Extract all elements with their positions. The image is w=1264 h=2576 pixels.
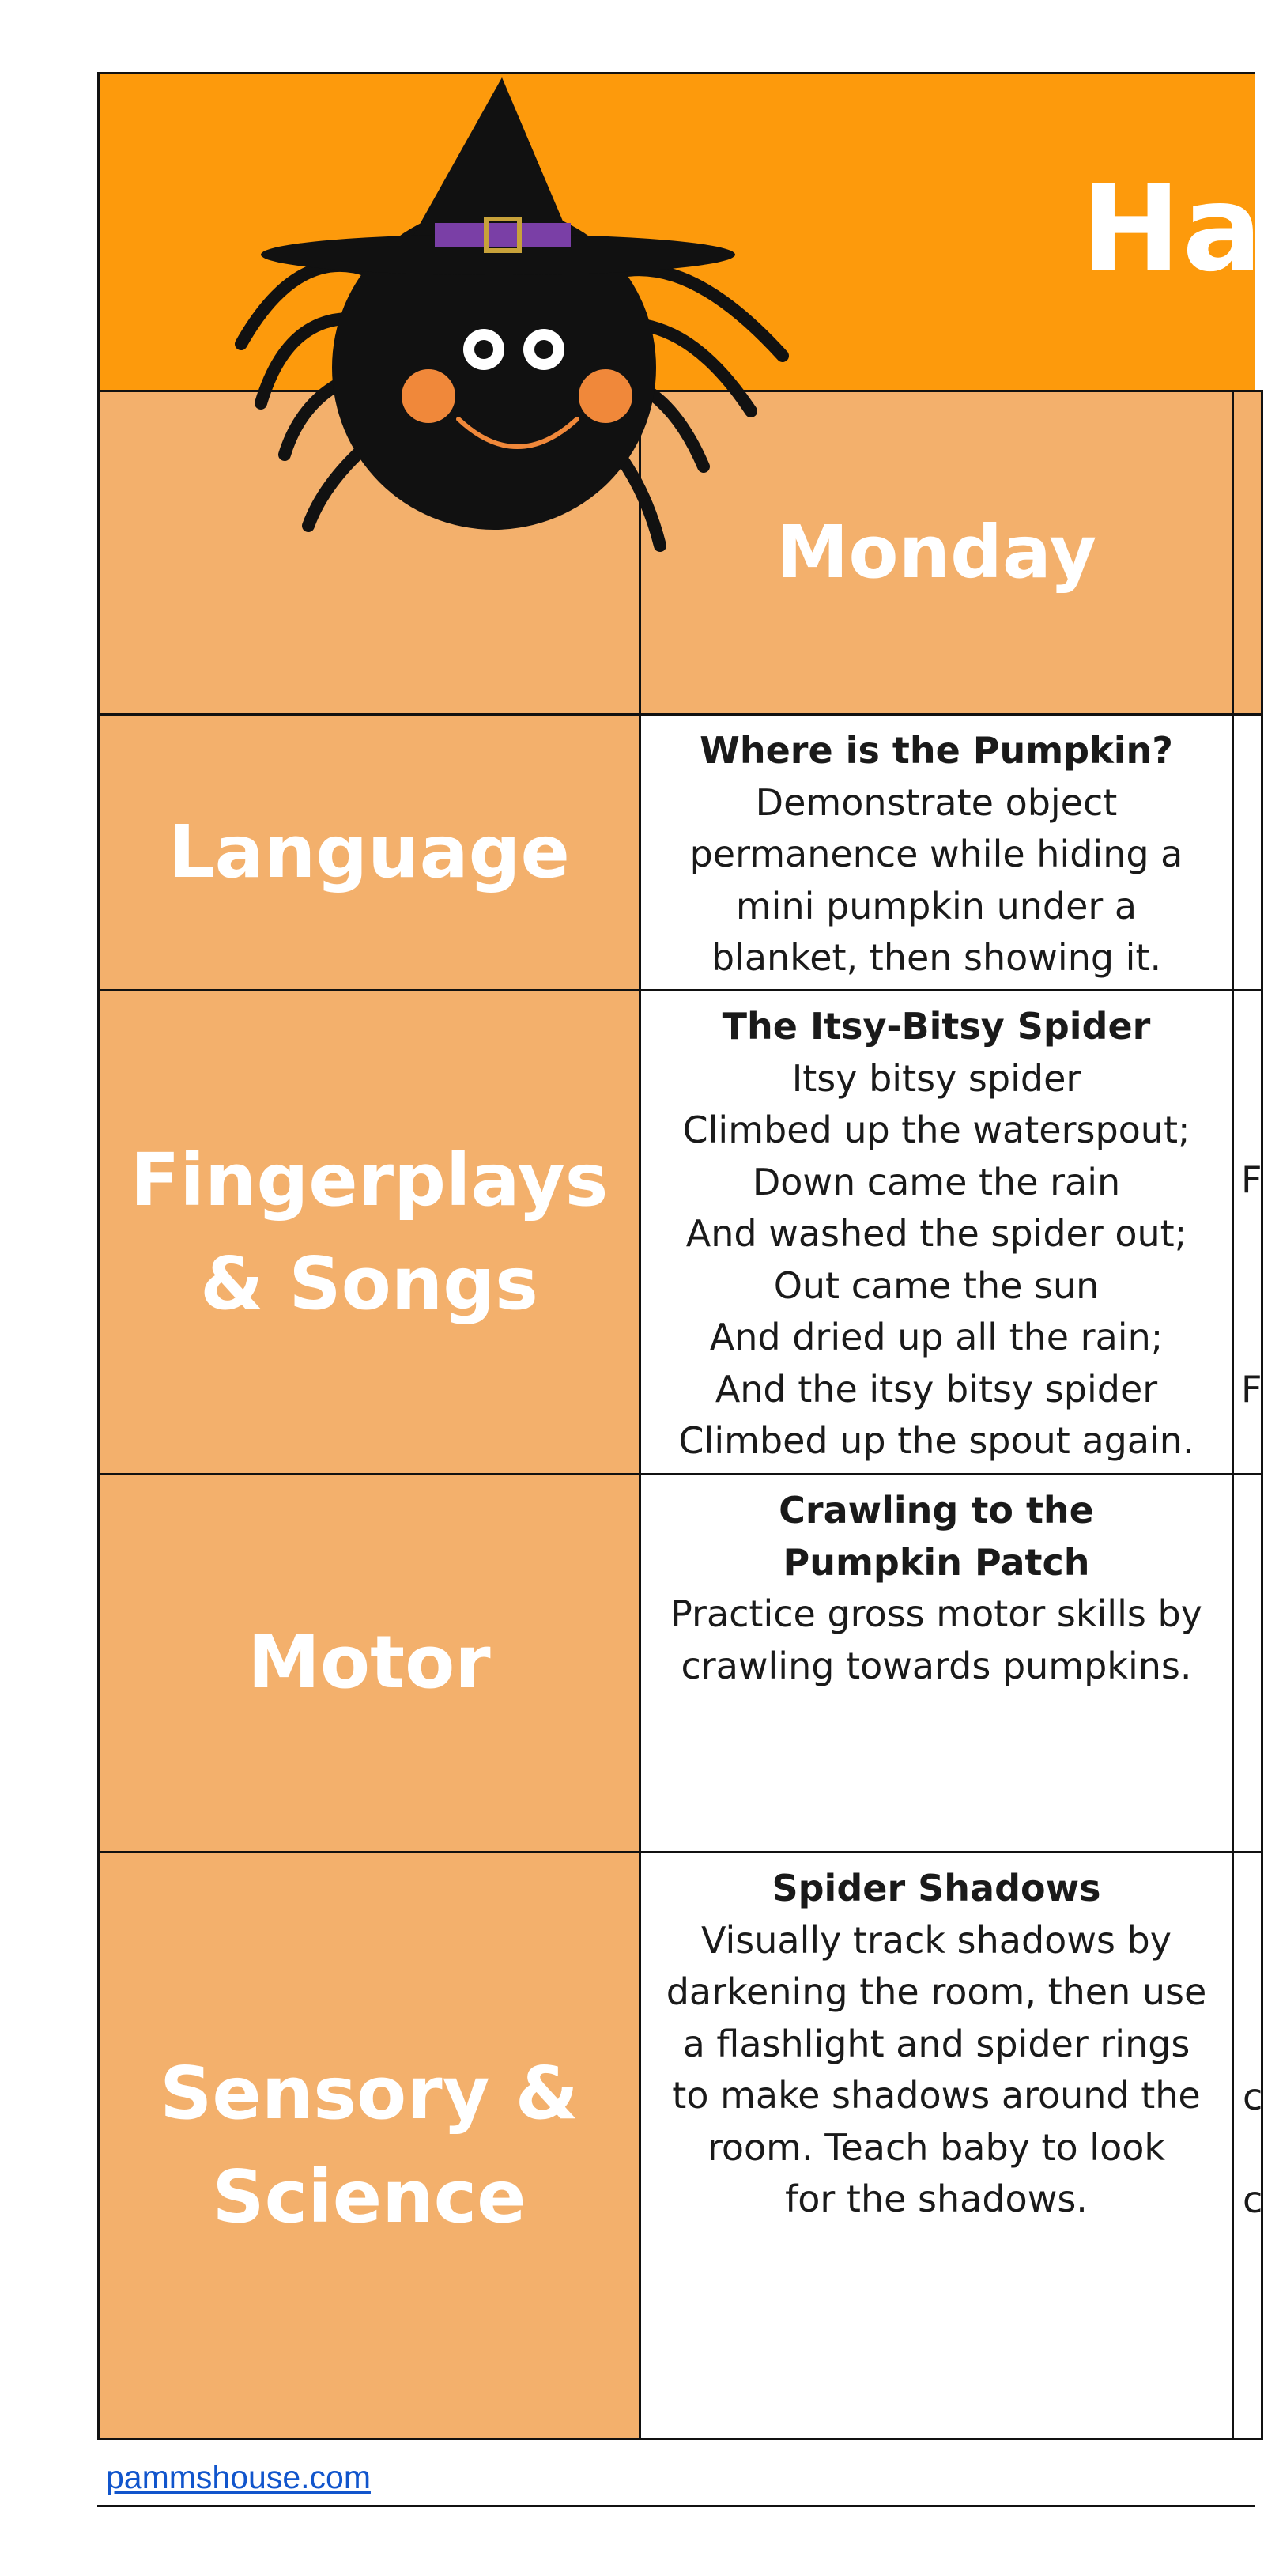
- activity-heading: Where is the Pumpkin?: [700, 729, 1173, 772]
- row-label-sensory: [97, 1851, 641, 2440]
- clipped-text-fragment: c: [1243, 2178, 1263, 2221]
- monday-label: Monday: [775, 509, 1097, 595]
- page-title: Ha: [1081, 161, 1264, 298]
- activity-cell-motor-monday: [639, 1473, 1234, 1853]
- activity-heading: The Itsy-Bitsy Spider: [722, 1005, 1151, 1048]
- row-label-fingerplays: [97, 989, 641, 1475]
- clipped-text-fragment: F: [1241, 1158, 1262, 1201]
- activity-heading: Spider Shadows: [772, 1867, 1101, 1909]
- activity-description: Practice gross motor skills by crawling towards pumpkins.: [670, 1592, 1202, 1687]
- row-label-text: Motor: [247, 1620, 491, 1705]
- clipped-text-fragment: F: [1241, 1368, 1262, 1411]
- activity-cell-sensory-monday: [639, 1851, 1234, 2440]
- activity-cell-motor-next: [1232, 1473, 1263, 1853]
- activity-cell-sensory-next: [1232, 1851, 1263, 2440]
- activity-description: Demonstrate object permanence while hiding a mini pumpkin under a blanket, then showing it.: [689, 780, 1183, 979]
- spider-witch-hat-icon: [229, 71, 830, 577]
- column-header-next: [1232, 390, 1263, 716]
- row-label-text: Language: [168, 809, 570, 894]
- activity-description: Itsy bitsy spider Climbed up the waterspout; Down came the rain And washed the spider out; Out came the sun And dried up all the rain; And the itsy bitsy spider Climbed up the spout again.: [678, 1056, 1194, 1462]
- activity-cell-fingerplays-monday: [639, 989, 1234, 1475]
- footer-divider: [97, 2505, 1255, 2507]
- row-label-text: Sensory & Science: [160, 2050, 579, 2239]
- footer-website-link[interactable]: pammshouse.com: [106, 2459, 371, 2495]
- activity-cell-language-next: [1232, 713, 1263, 991]
- activity-description: Visually track shadows by darkening the room, then use a flashlight and spider rings to make shadows around the room. Teach baby to look for the shadows.: [666, 1918, 1207, 2220]
- activity-heading: Crawling to the Pumpkin Patch: [779, 1489, 1094, 1584]
- row-label-motor: [97, 1473, 641, 1853]
- clipped-text-fragment: c: [1243, 2076, 1263, 2118]
- row-label-language: [97, 713, 641, 991]
- activity-cell-language-monday: [639, 713, 1234, 991]
- row-label-text: Fingerplays & Songs: [130, 1137, 609, 1326]
